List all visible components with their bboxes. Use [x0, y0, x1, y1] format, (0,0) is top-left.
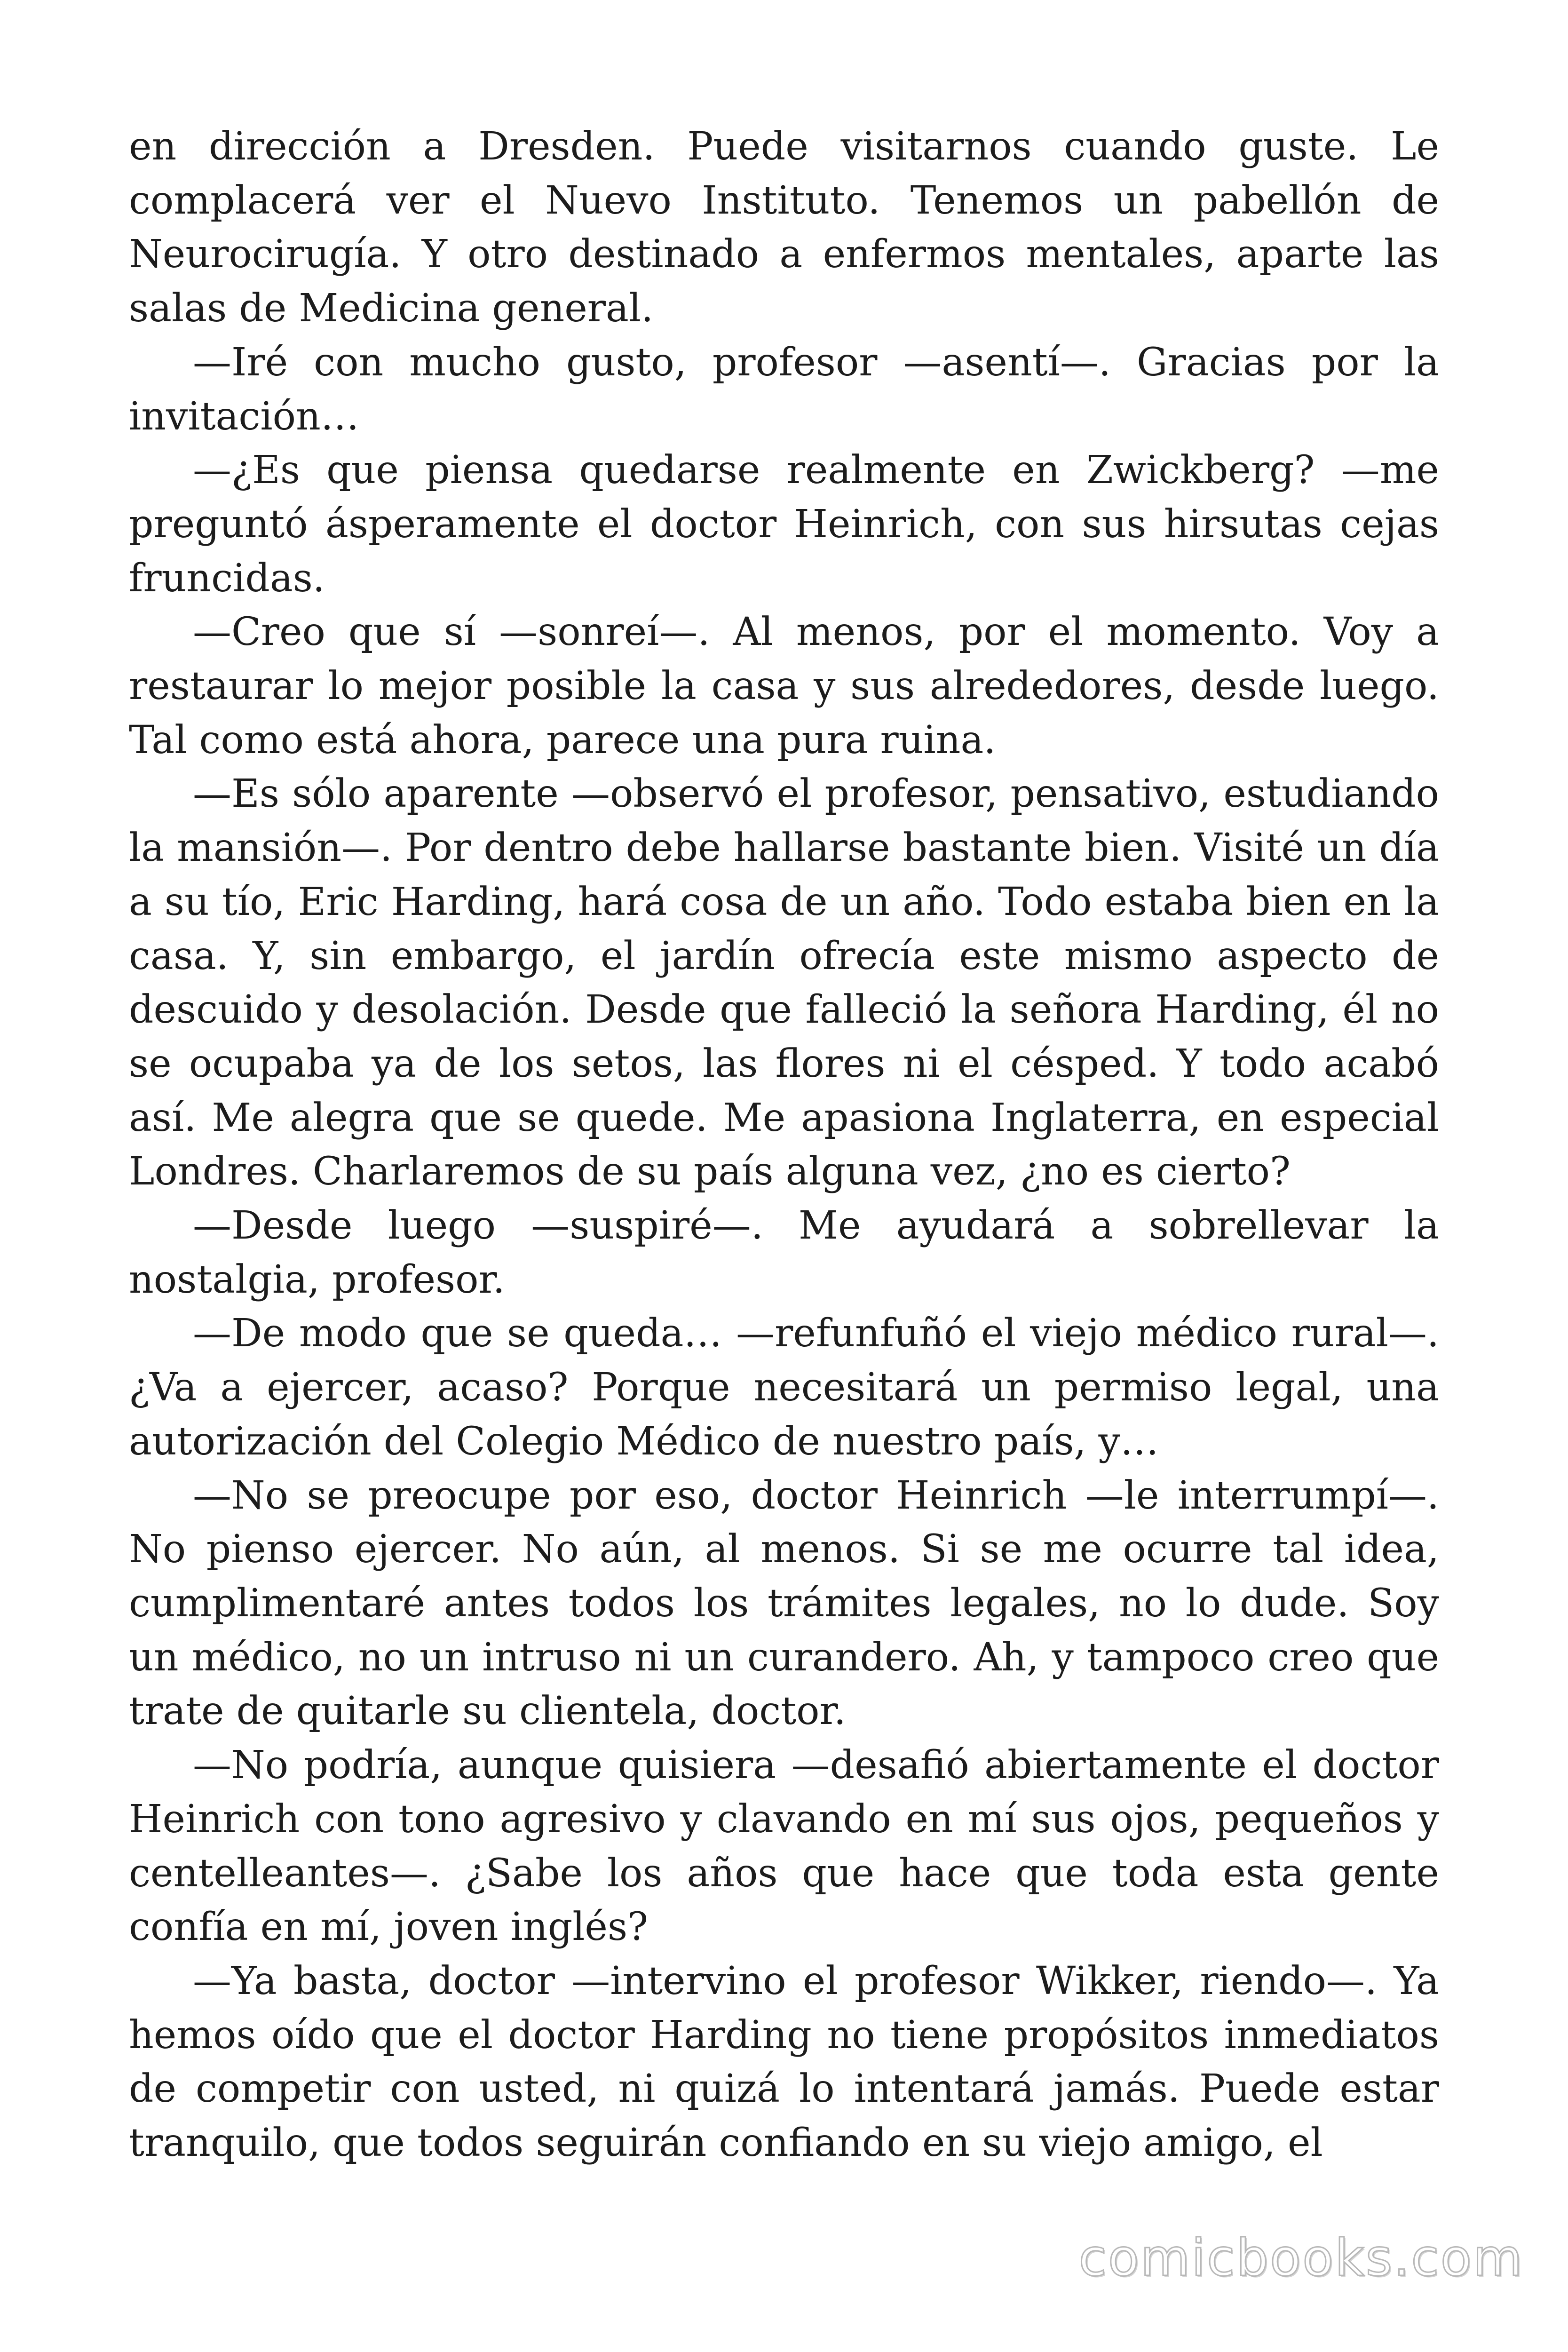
paragraph: —¿Es que piensa quedarse realmente en Zwickberg? —me preguntó ásperamente el doctor Heinrich, con sus hirsutas cejas fruncidas. — [129, 448, 1439, 601]
paragraph: —Ya basta, doctor —intervino el profesor Wikker, riendo—. Ya hemos oído que el doctor Harding no tiene propósitos inmediatos de competir con usted, ni quizá lo intentará jamás. Puede estar tranquilo, que todos seguirán confiando en su viejo amigo, el — [129, 1958, 1439, 2166]
paragraph: —Es sólo aparente —observó el profesor, pensativo, estudiando la mansión—. Por dentro debe hallarse bastante bien. Visité un día a su tío, Eric Harding, hará cosa de un año. Todo estaba bien en la casa. Y, sin embargo, el jardín ofrecía este mismo aspecto de descuido y desolación. Desde que falleció la señora Harding, él no se ocupaba ya de los setos, las flores ni el césped. Y todo acabó así. Me alegra que se quede. Me apasiona Inglaterra, en especial Londres. Charlaremos de su país alguna vez, ¿no es cierto? — [129, 771, 1439, 1194]
paragraph: —Desde luego —suspiré—. Me ayudará a sobrellevar la nostalgia, profesor. — [129, 1203, 1439, 1302]
book-page-text — [129, 120, 1439, 2170]
paragraph: —Iré con mucho gusto, profesor —asentí—. Gracias por la invitación… — [129, 340, 1439, 439]
paragraph: —Creo que sí —sonreí—. Al menos, por el momento. Voy a restaurar lo mejor posible la casa y sus alrededores, desde luego. Tal como está ahora, parece una pura ruina. — [129, 610, 1439, 763]
paragraph: —De modo que se queda… —refunfuñó el viejo médico rural—. ¿Va a ejercer, acaso? Porque necesitará un permiso legal, una autorización del Colegio Médico de nuestro país, y… — [129, 1311, 1439, 1464]
paragraph: —No podría, aunque quisiera —desafió abiertamente el doctor Heinrich con tono agresivo y clavando en mí sus ojos, pequeños y centelleantes—. ¿Sabe los años que hace que toda esta gente confía en mí, joven inglés? — [129, 1743, 1439, 1950]
paragraph: —No se preocupe por eso, doctor Heinrich —le interrumpí—. No pienso ejercer. No aún, al menos. Si se me ocurre tal idea, cumplimentaré antes todos los trámites legales, no lo dude. Soy un médico, no un intruso ni un curandero. Ah, y tampoco creo que trate de quitarle su clientela, doctor. — [129, 1473, 1439, 1734]
paragraph-continuation: en dirección a Dresden. Puede visitarnos cuando guste. Le complacerá ver el Nuevo Instituto. Tenemos un pabellón de Neurocirugía. Y otro destinado a enfermos mentales, aparte las salas de Medicina general. — [129, 124, 1439, 331]
watermark: comicbooks.com — [1078, 2229, 1524, 2288]
